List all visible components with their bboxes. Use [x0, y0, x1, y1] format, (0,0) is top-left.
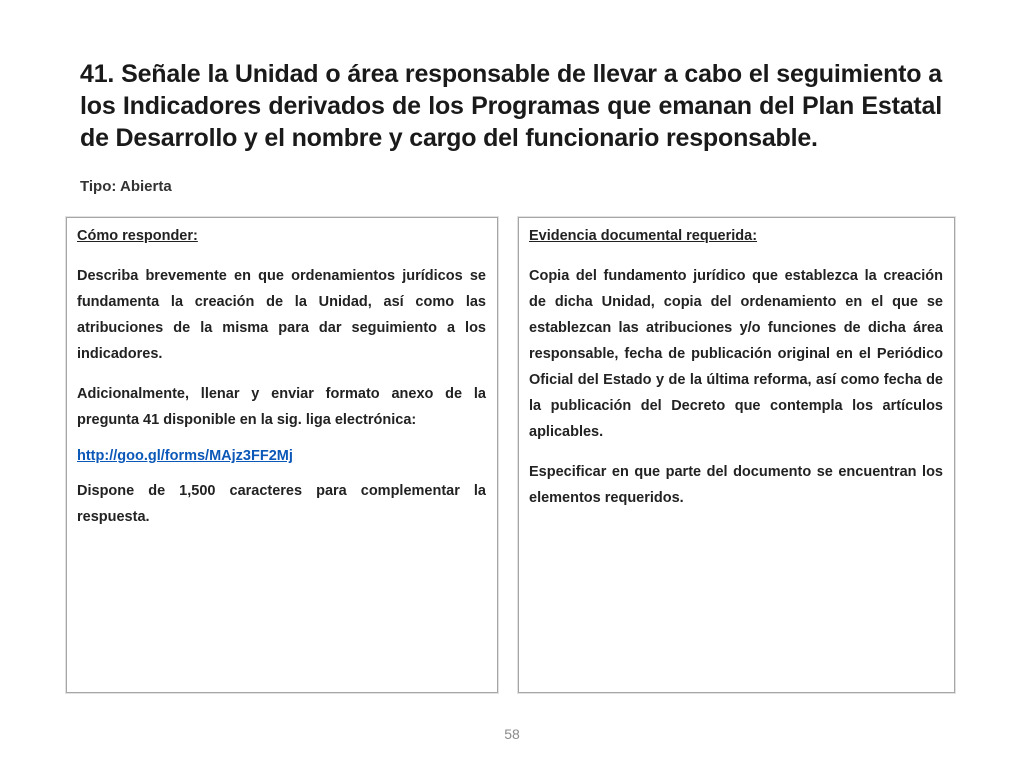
required-evidence-paragraph-2: Especificar en que parte del documento se encuentran los elementos requeridos. [529, 464, 943, 506]
page-number: 58 [504, 726, 520, 742]
required-evidence-paragraph-1: Copia del fundamento jurídico que establezca la creación de dicha Unidad, copia del ordenamiento en el que se establezcan las atribuciones y/o funciones de dicha área responsable, fecha de publicación original en el Periódico Oficial del Estado y de la última reforma, así como fecha de la publicación del Decreto que contempla los artículos aplicables. [529, 268, 943, 440]
required-evidence-heading: Evidencia documental requerida: [529, 228, 758, 244]
required-evidence-panel [518, 217, 955, 693]
how-to-answer-paragraph-3: Dispone de 1,500 caracteres para complementar la respuesta. [77, 483, 486, 525]
form-link[interactable]: http://goo.gl/forms/MAjz3FF2Mj [77, 448, 293, 464]
question-type-label: Tipo: Abierta [80, 178, 172, 195]
how-to-answer-paragraph-2: Adicionalmente, llenar y enviar formato anexo de la pregunta 41 disponible en la sig. liga electrónica: [77, 386, 486, 428]
how-to-answer-panel [66, 217, 498, 693]
how-to-answer-heading: Cómo responder: [77, 228, 198, 244]
question-title: 41. Señale la Unidad o área responsable de llevar a cabo el seguimiento a los Indicadores derivados de los Programas que emanan del Plan Estatal de Desarrollo y el nombre y cargo del funcionario responsable. [80, 60, 942, 152]
how-to-answer-paragraph-1: Describa brevemente en que ordenamientos jurídicos se fundamenta la creación de la Unidad, así como las atribuciones de la misma para dar seguimiento a los indicadores. [77, 268, 486, 362]
